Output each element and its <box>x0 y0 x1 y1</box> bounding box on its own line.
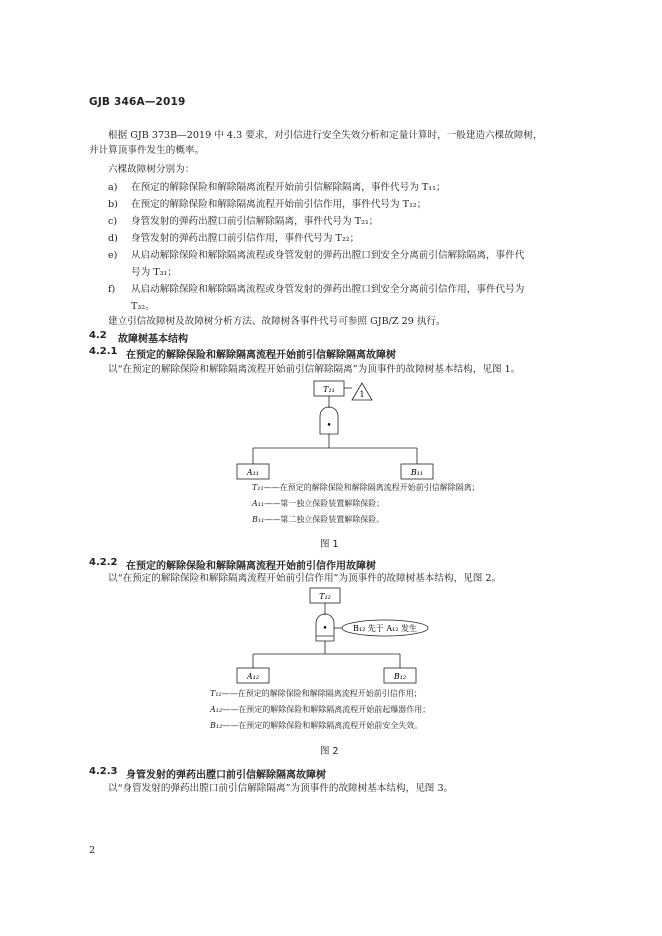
list-marker-c: c) <box>108 216 118 227</box>
fig2-legend-2: A₁₂——在预定的解除保险和解除隔离流程开始前起爆器作用； <box>210 705 431 714</box>
list-item-f: 从启动解除保险和解除隔离流程或身管发射的弹药出膛口到安全分离前引信作用，事件代号为 <box>131 284 525 295</box>
fig1-transfer-label: 1 <box>359 390 365 399</box>
section-4-2-number: 4.2 <box>89 330 107 341</box>
section-4-2-3-number: 4.2.3 <box>89 766 118 777</box>
section-4-2-2-title: 在预定的解除保险和解除隔离流程开始前引信作用故障树 <box>126 561 376 572</box>
fig1-top-event-label: T₁₁ <box>323 385 335 394</box>
fig2-left-event-label: A₁₂ <box>246 672 260 681</box>
list-item-d: 身管发射的弹药出膛口前引信作用，事件代号为 T₂₂； <box>131 233 360 244</box>
fig2-legend-1: T₁₂——在预定的解除保险和解除隔离流程开始前引信作用； <box>210 689 422 698</box>
figure-1-caption: 图 1 <box>320 539 339 550</box>
fig1-legend-3: B₁₁——第二独立保险装置解除保险。 <box>252 515 385 524</box>
fig2-right-event-label: B₁₂ <box>393 672 407 681</box>
document-number: GJB 346A—2019 <box>89 96 186 108</box>
list-item-f-cont: T₃₂。 <box>131 301 155 312</box>
list-marker-a: a) <box>108 182 118 193</box>
section-4-2-3-intro: 以“身管发射的弹药出膛口前引信解除隔离”为顶事件的故障树基本结构，见图 3。 <box>108 783 454 794</box>
intro-paragraph-line1: 根据 GJB 373B—2019 中 4.3 要求，对引信进行安全失效分析和定量计算时，一般建造六棵故障树， <box>108 130 543 141</box>
fig1-legend-2: A₁₁——第一独立保险装置解除保险； <box>252 499 385 508</box>
list-item-a: 在预定的解除保险和解除隔离流程开始前引信解除隔离，事件代号为 T₁₁； <box>131 182 446 193</box>
fig2-legend-3: B₁₂——在预定的解除保险和解除隔离流程开始前安全失效。 <box>210 721 423 730</box>
fig2-gate-symbol: • <box>322 624 328 634</box>
list-item-b: 在预定的解除保险和解除隔离流程开始前引信作用，事件代号为 T₁₂； <box>131 199 427 210</box>
figure-2-caption: 图 2 <box>320 746 339 757</box>
page-number: 2 <box>89 845 96 856</box>
list-item-c: 身管发射的弹药出膛口前引信解除隔离，事件代号为 T₂₁； <box>131 216 379 227</box>
list-marker-b: b) <box>108 199 118 210</box>
fig1-legend-1: T₁₁——在预定的解除保险和解除隔离流程开始前引信解除隔离； <box>252 483 480 492</box>
fig1-right-event-label: B₁₁ <box>410 468 424 477</box>
fig2-top-event-label: T₁₂ <box>319 592 331 601</box>
fig1-gate-symbol: • <box>326 421 332 431</box>
list-marker-f: f) <box>108 284 116 295</box>
section-4-2-2-intro: 以“在预定的解除保险和解除隔离流程开始前引信作用”为顶事件的故障树基本结构，见图 2。 <box>108 573 502 584</box>
fig1-left-event-label: A₁₁ <box>246 468 260 477</box>
section-4-2-title: 故障树基本结构 <box>118 334 188 345</box>
section-4-2-2-number: 4.2.2 <box>89 557 118 568</box>
section-4-2-1-number: 4.2.1 <box>89 346 118 357</box>
section-4-2-3-title: 身管发射的弹药出膛口前引信解除隔离故障树 <box>126 770 326 781</box>
section-4-2-1-title: 在预定的解除保险和解除隔离流程开始前引信解除隔离故障树 <box>126 350 396 361</box>
list-marker-d: d) <box>108 233 118 244</box>
list-title: 六棵故障树分别为： <box>108 164 195 175</box>
list-item-e-cont: 号为 T₃₁； <box>131 267 177 278</box>
intro-paragraph-line2: 并计算顶事件发生的概率。 <box>89 145 205 156</box>
fig2-condition-label: B₁₂ 先于 A₁₂ 发生 <box>352 624 418 633</box>
list-item-e: 从启动解除保险和解除隔离流程或身管发射的弹药出膛口到安全分离前引信解除隔离，事件代 <box>131 250 525 261</box>
list-marker-e: e) <box>108 250 118 261</box>
closing-paragraph: 建立引信故障树及故障树分析方法、故障树各事件代号可参照 GJB/Z 29 执行。 <box>108 316 446 327</box>
section-4-2-1-intro: 以“在预定的解除保险和解除隔离流程开始前引信解除隔离”为顶事件的故障树基本结构，见图 1。 <box>108 364 521 375</box>
